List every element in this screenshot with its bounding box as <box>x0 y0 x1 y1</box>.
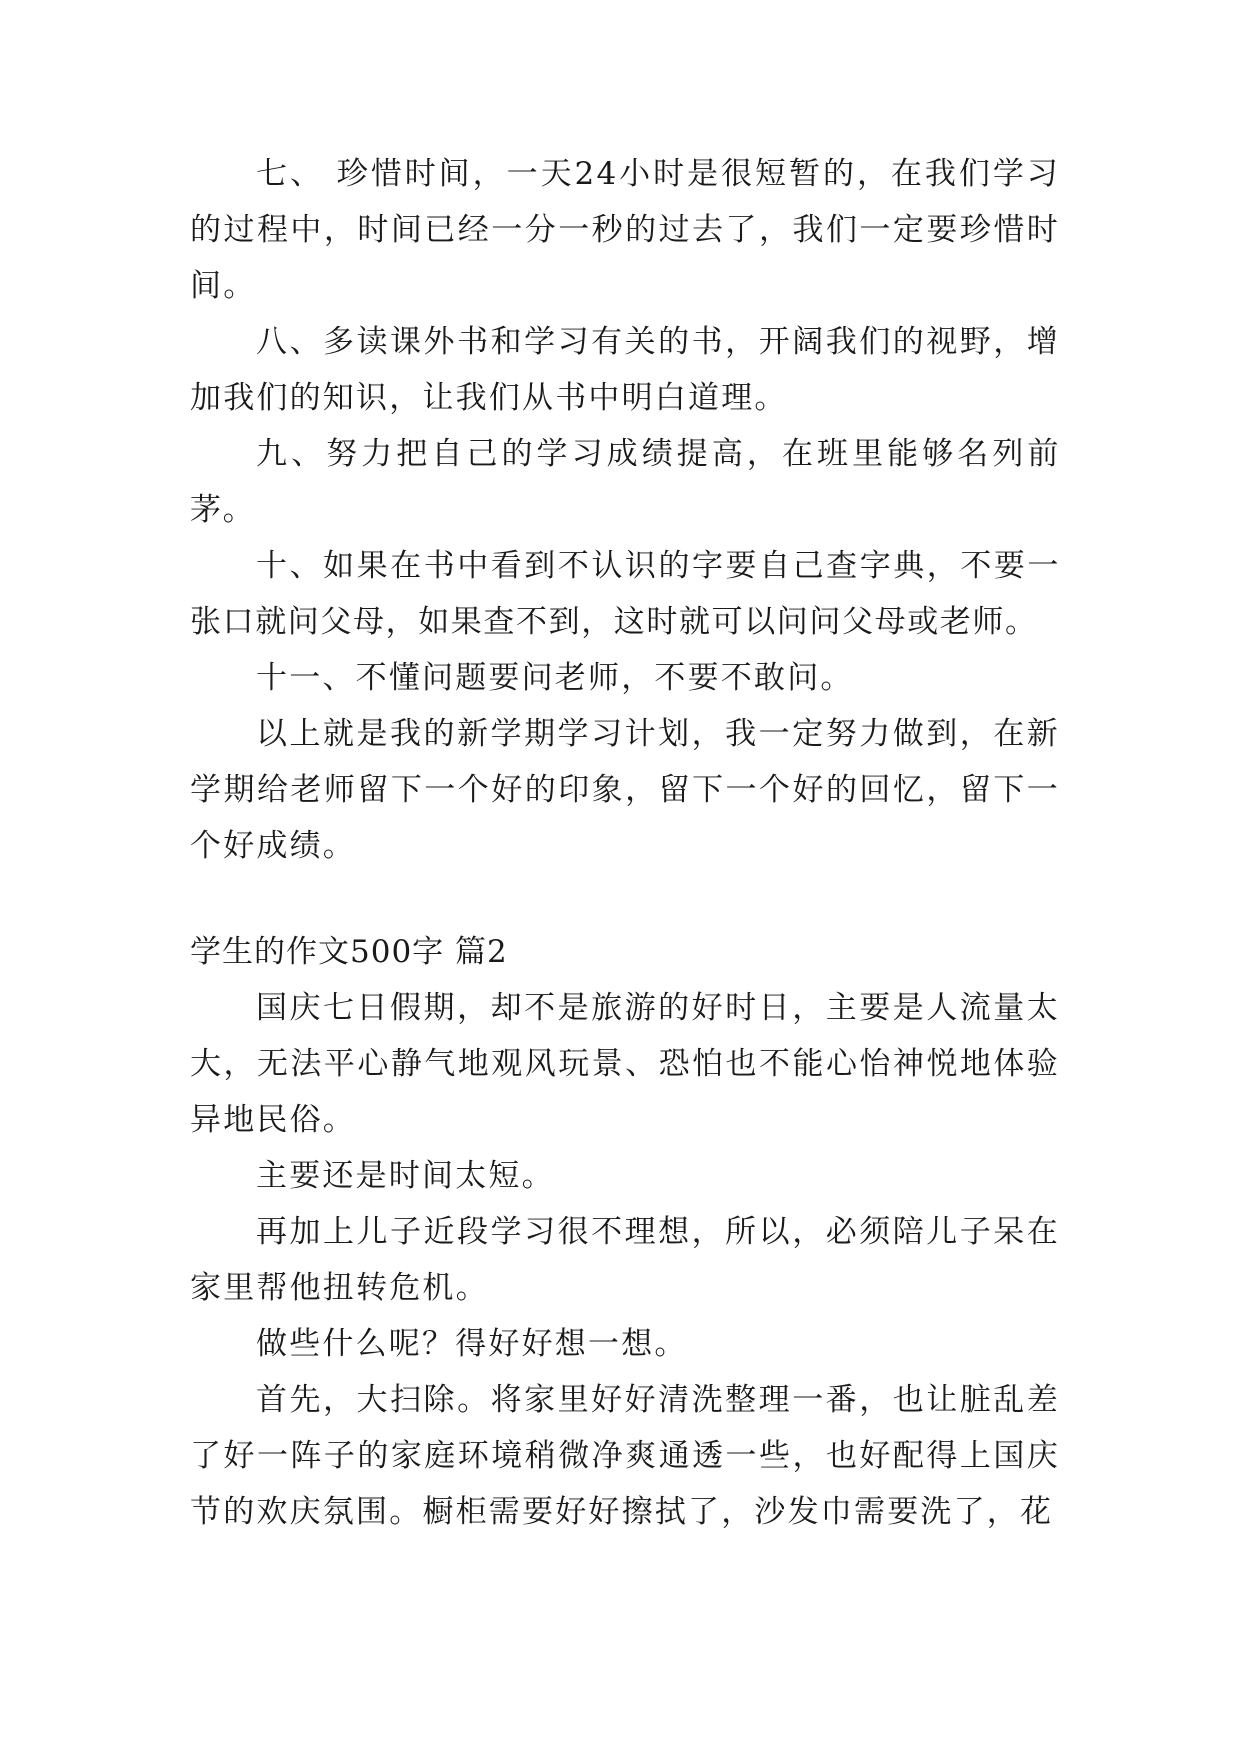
section-spacer <box>190 874 1060 924</box>
essay-paragraph: 首先，大扫除。将家里好好清洗整理一番，也让脏乱差了好一阵子的家庭环境稍微净爽通透一些，也好配得上国庆节的欢庆氛围。橱柜需要好好擦拭了，沙发巾需要洗了，花 <box>190 1382 1060 1530</box>
paragraph-item-7: 七、 珍惜时间，一天24小时是很短暂的，在我们学习的过程中，时间已经一分一秒的过去了，我们一定要珍惜时间。 <box>190 156 1060 304</box>
document-page <box>190 146 1060 1540</box>
essay-paragraph: 国庆七日假期，却不是旅游的好时日，主要是人流量太大，无法平心静气地观风玩景、恐怕也不能心怡神悦地体验异地民俗。 <box>190 990 1060 1138</box>
paragraph-item-8: 八、多读课外书和学习有关的书，开阔我们的视野，增加我们的知识，让我们从书中明白道理。 <box>190 324 1060 416</box>
paragraph-item-11: 十一、不懂问题要问老师，不要不敢问。 <box>256 660 854 696</box>
essay-paragraph: 再加上儿子近段学习很不理想，所以，必须陪儿子呆在家里帮他扭转危机。 <box>190 1214 1060 1306</box>
paragraph-item-9: 九、努力把自己的学习成绩提高，在班里能够名列前茅。 <box>190 436 1060 528</box>
paragraph-conclusion: 以上就是我的新学期学习计划，我一定努力做到，在新学期给老师留下一个好的印象，留下一个好的回忆，留下一个好成绩。 <box>190 716 1060 864</box>
essay-paragraph: 做些什么呢？得好好想一想。 <box>256 1326 688 1362</box>
essay-heading: 学生的作文500字 篇2 <box>190 934 508 970</box>
essay-paragraph: 主要还是时间太短。 <box>256 1158 555 1194</box>
paragraph-item-10: 十、如果在书中看到不认识的字要自己查字典，不要一张口就问父母，如果查不到，这时就可以问问父母或老师。 <box>190 548 1060 640</box>
